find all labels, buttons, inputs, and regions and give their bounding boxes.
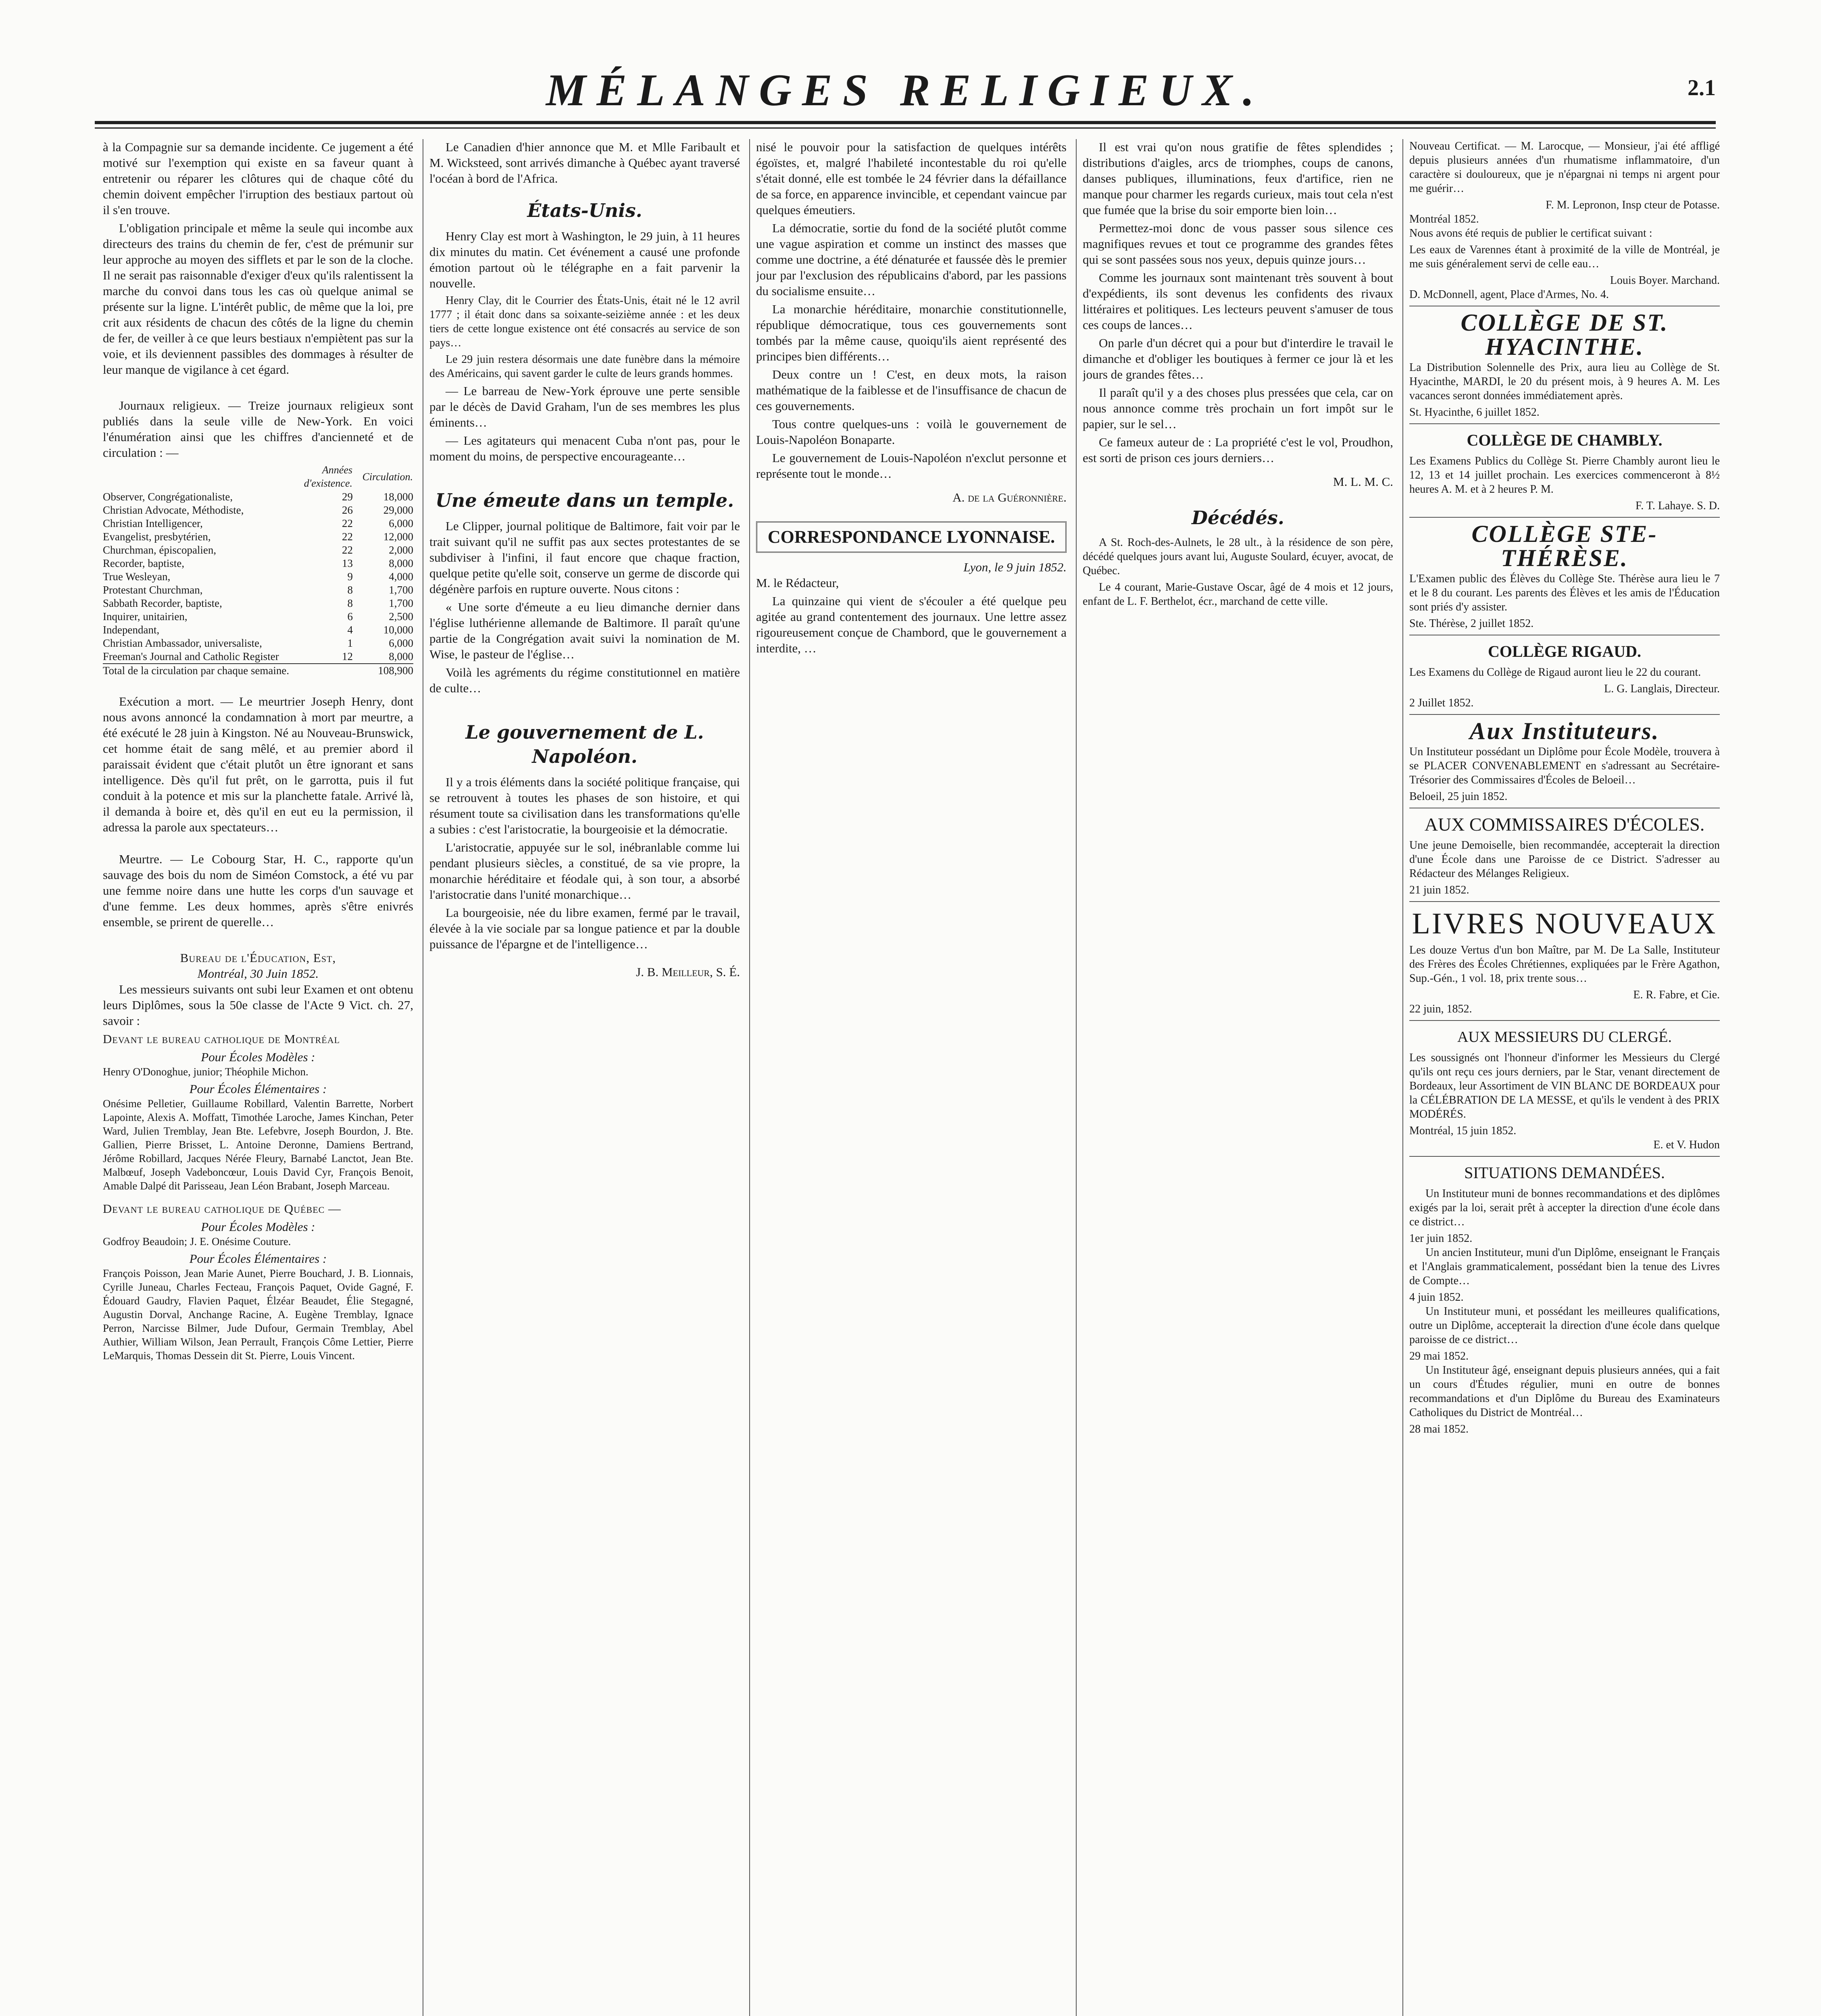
letter-salutation: M. le Rédacteur, xyxy=(756,576,839,590)
masthead-rule xyxy=(95,121,1716,124)
ad-signature: Louis Boyer. Marchand. xyxy=(1610,274,1720,287)
correspondance-heading-box xyxy=(756,521,1067,553)
table-row: Evangelist, presbytérien, 22 12,000 xyxy=(103,531,413,543)
obituary: A St. Roch-des-Aulnets, le 28 ult., à la résidence de son père, décédé quelques jours avant lui, Auguste Soulard, écuyer, avocat, de Québec. xyxy=(1083,536,1393,577)
bureau-text: Les messieurs suivants ont subi leur Examen et ont obtenu leurs Diplômes, sous la 50e classe de l'Acte 9 Vict. ch. 27, savoir : xyxy=(103,982,413,1028)
devant-quebec: Devant le bureau catholique de Québec — xyxy=(103,1202,342,1216)
table-row: Protestant Churchman, 8 1,700 xyxy=(103,584,413,596)
instituteurs-ad: Aux Instituteurs. Un Instituteur possédant un Diplôme pour École Modèle, trouvera à se PLACER CONVENABLEMENT en s'adressant au Secrétaire-Trésorier des Commissaires d'Écoles de Beloeil… Beloeil, 25 juin 1852. xyxy=(1409,719,1720,808)
chambly-ad: COLLÈGE DE CHAMBLY. Les Examens Publics du Collège St. Pierre Chambly auront lieu le 12, 13 et 14 juillet prochain. Les exercices commenceront à 8½ heures A. M. et à 2 heures P. M. F. T. Lahaye. S. D. xyxy=(1409,428,1720,518)
ad-heading: LIVRES NOUVEAUX xyxy=(1412,907,1717,940)
elementaires-heading: Pour Écoles Élémentaires : xyxy=(189,1252,327,1266)
ad-date: Ste. Thérèse, 2 juillet 1852. xyxy=(1409,617,1534,630)
table-row: Christian Intelligencer, 22 6,000 xyxy=(103,517,413,529)
column-divider xyxy=(1076,139,1077,2016)
table-row: Sabbath Recorder, baptiste, 8 1,700 xyxy=(103,597,413,609)
table-row: Independant, 4 10,000 xyxy=(103,624,413,636)
article-paragraph: Permettez-moi donc de vous passer sous silence ces magnifiques revues et tout ce programme des grandes fêtes qui se sont passées sous nos yeux, depuis quinze jours… xyxy=(1083,221,1393,267)
modeles-names: Godfroy Beaudoin; J. E. Onésime Couture. xyxy=(103,1235,291,1248)
article-paragraph: Le Clipper, journal politique de Baltimore, fait voir par le trait suivant qu'il ne suffit pas aux sectes protestantes de se subdiviser à l'infini, il faut encore que chaque fraction, quelque petite qu'elle soit, conserve un germe de discorde qui dégénère parfois en rupture ouverte. Nous citons : xyxy=(429,519,740,596)
elementaires-names: François Poisson, Jean Marie Aunet, Pierre Bouchard, J. B. Lionnais, Cyrille Juneau, Charles Fecteau, François Paquet, Ovide Gagné, F. Édouard Gaudry, Flavien Paquet, Élzéar Beaudet, Élie Stegagné, Augustin Dorval, Anchange Racine, A. Eugène Tremblay, Ignace Perron, Narcisse Bilmer, Jude Dufour, Germain Tremblay, Abel Authier, William Wilson, Jean Perrault, François Côme Lettier, Pierre LeMarquis, Thomas Dessein dit St. Pierre, Louis Vincent. xyxy=(103,1267,413,1362)
signature: M. L. M. C. xyxy=(1333,475,1393,489)
ad-date: Beloeil, 25 juin 1852. xyxy=(1409,790,1508,803)
table-row: Freeman's Journal and Catholic Register 12 8,000 xyxy=(103,650,413,662)
article-paragraph: Voilà les agréments du régime constitutionnel en matière de culte… xyxy=(429,665,740,695)
clerge-ad: AUX MESSIEURS DU CLERGÉ. Les soussignés ont l'honneur d'informer les Messieurs du Clergé qu'ils ont reçu ces jours derniers, par le Star, venant directement de Bordeaux, leur Assortiment de VIN BLANC DE BORDEAUX pour la CÉLÉBRATION DE LA MESSE, et qu'ils le vendent à des PRIX MODÉRÉS. Montréal, 15 juin 1852. E. et V. Hudon xyxy=(1409,1025,1720,1157)
article-continued: à la Compagnie sur sa demande incidente. Ce jugement a été motivé sur l'exemption qui existe en sa faveur quant à entretenir ou réparer les clôtures qui de chaque côté du chemin doivent empêcher l'irruption des bestiaux partout où il s'en trouve. xyxy=(103,140,413,217)
ad-heading: AUX MESSIEURS DU CLERGÉ. xyxy=(1457,1029,1672,1045)
article-paragraph: Tous contre quelques-uns : voilà le gouvernement de Louis-Napoléon Bonaparte. xyxy=(756,417,1067,447)
ad-signature: L. G. Langlais, Directeur. xyxy=(1604,683,1720,695)
article-paragraph: Il paraît qu'il y a des choses plus pressées que cela, car on nous annonce comme très prochain un fort impôt sur le papier, sur le sel… xyxy=(1083,385,1393,431)
ad-date: 22 juin, 1852. xyxy=(1409,1003,1472,1015)
ad-date: 1er juin 1852. xyxy=(1409,1232,1473,1245)
article-paragraph: L'aristocratie, appuyée sur le sol, inébranlable comme lui pendant plusieurs siècles, a constitué, de sa vie propre, la monarchie héréditaire et féodale qui, à son tour, a absorbé l'aristocratie dans l'unité monarchique… xyxy=(429,840,740,902)
circulation-header: Circulation. xyxy=(362,471,413,483)
modeles-names: Henry O'Donoghue, junior; Théophile Michon. xyxy=(103,1066,308,1078)
section-heading: Le gouvernement de L. Napoléon. xyxy=(465,721,704,767)
article-paragraph: L'obligation principale et même la seule qui incombe aux directeurs des trains du chemin de fer, c'est de prémunir sur leur approche au moyen des sifflets et par le son de la cloche. Il ne serait pas raisonnable d'exiger d'eux qu'ils ralentissent la marche du convoi dans tous les cas où quelque animal se présente sur la ligne. L'intérêt public, de même que la loi, pre crit aux résidents de chacun des côtés de la ligne du chemin de fer, de veiller à ce que leurs bestiaux n'empiètent pas sur la voie, et ils deviennent passibles des dommages à résulter de leur manque de vigilance à cet égard. xyxy=(103,221,413,377)
table-row: Observer, Congrégationaliste, 29 18,000 xyxy=(103,491,413,503)
article-continued: nisé le pouvoir pour la satisfaction de quelques intérêts égoïstes, et, malgré l'habileté incontestable du roi qu'elle s'était donné, elle est tombée le 24 février dans la défaillance de sa force, en apparence invincible, et cependant vaincue par quelques émeutiers. xyxy=(756,140,1067,217)
elementaires-names: Onésime Pelletier, Guillaume Robillard, Valentin Barrette, Norbert Lapointe, Alexis A. Moffatt, Timothée Laroche, James Kinchan, Peter Ward, Julien Tremblay, Jean Bte. Lefebvre, Joseph Bourdon, J. Bte. Gallien, Pierre Brisset, L. Antoine Deronne, Damiens Bertrand, Jérôme Robillard, Jacques Nérée Fleury, Barnabé Lanctot, Jean Bte. Malbœuf, Joseph Vadeboncœur, Louis David Cyr, François Benoit, Amable Dalpé dit Parisseau, Jean Léon Brabant, Joseph Marceau. xyxy=(103,1098,413,1192)
ad-heading: COLLÈGE STE-THÉRÈSE. xyxy=(1471,521,1658,571)
table-row: True Wesleyan, 9 4,000 xyxy=(103,571,413,583)
ad-date: 4 juin 1852. xyxy=(1409,1291,1464,1304)
article-paragraph: — Le barreau de New-York éprouve une perte sensible par le décès de David Graham, l'un de ses membres les plus éminents… xyxy=(429,384,740,429)
ad-signature: E. et V. Hudon xyxy=(1653,1139,1720,1151)
article-paragraph: La quinzaine qui vient de s'écouler a été quelque peu agitée au grand contentement des journaux. Une lettre assez rigoureusement conçue de Chambord, que le gouvernement a interdite, … xyxy=(756,594,1067,655)
obituary: Le 4 courant, Marie-Gustave Oscar, âgé de 4 mois et 12 jours, enfant de L. F. Berthelot, écr., marchand de cette ville. xyxy=(1083,581,1393,608)
article-paragraph: Comme les journaux sont maintenant très souvent à bout d'expédients, ils sont devenus les confidents des rivaux littéraires et politiques. Les lecteurs peuvent s'amuser de tous ces coups de lances… xyxy=(1083,271,1393,332)
elementaires-heading: Pour Écoles Élémentaires : xyxy=(189,1082,327,1096)
column-divider xyxy=(749,139,750,2016)
livres-ad: LIVRES NOUVEAUX Les douze Vertus d'un bon Maître, par M. De La Salle, Instituteur des Frères des Écoles Chrétiennes, expliquées par le Frère Agathon, Sup.-Gén., 1 vol. 18, prix trente sous… E. R. Fabre, et Cie. 22 juin, 1852. xyxy=(1409,906,1720,1021)
article-paragraph: La monarchie héréditaire, monarchie constitutionnelle, république démocratique, tous ces gouvernements sont tombés par la même cause, quoiqu'ils aient représenté des principes bien différents… xyxy=(756,302,1067,363)
signature: A. de la Guéronnière. xyxy=(952,490,1067,504)
ad-date: 21 juin 1852. xyxy=(1409,884,1469,896)
signature: J. B. Meilleur, S. É. xyxy=(636,965,740,979)
article-paragraph: La démocratie, sortie du fond de la société plutôt comme une vague aspiration et comme un instinct des masses que comme une doctrine, a été dénaturée et faussée dès le premier jour par l'exclusion des républicains d'abord, par les passions du socialisme ensuite… xyxy=(756,221,1067,298)
column-4 xyxy=(1083,139,1393,2016)
journaux-religieux-intro: Journaux religieux. — Treize journaux religieux sont publiés dans la seule ville de New-York. En voici l'énumération ainsi que les chiffres d'ancienneté et de circulation : — xyxy=(103,398,413,460)
ad-signature: E. R. Fabre, et Cie. xyxy=(1633,989,1720,1001)
table-row: Recorder, baptiste, 13 8,000 xyxy=(103,557,413,569)
certificat-ad: Nouveau Certificat. — M. Larocque, — Monsieur, j'ai été affligé depuis plusieurs années d'un rhumatisme inflammatoire, d'un caractère si douloureux, que je n'épargnai ni temps ni argent pour me guérir… F. M. Lepronon, Insp cteur de Potasse. Montréal 1852. Nous avons été requis de publier le certificat suivant : Les eaux de Varennes étant à proximité de la ville de Montréal, je me suis généralement servi de celle eau… Louis Boyer. Marchand. D. McDonnell, agent, Place d'Armes, No. 4. xyxy=(1409,139,1720,306)
page-number: 2.1 xyxy=(1688,75,1716,100)
ad-heading: COLLÈGE RIGAUD. xyxy=(1488,642,1642,660)
ad-address: D. McDonnell, agent, Place d'Armes, No. 4. xyxy=(1409,288,1609,301)
article-paragraph: Ce fameux auteur de : La propriété c'est le vol, Proudhon, est sorti de prison ces jours derniers… xyxy=(1083,435,1393,465)
article-paragraph: Henry Clay est mort à Washington, le 29 juin, à 11 heures dix minutes du matin. Cet événement a causé une profonde émotion partout où le télégraphe en a fait parvenir la nouvelle. xyxy=(429,229,740,290)
ad-signature: F. T. Lahaye. S. D. xyxy=(1635,500,1720,512)
article-paragraph: — Les agitateurs qui menacent Cuba n'ont pas, pour le moment du moins, de perspective encourageante… xyxy=(429,433,740,463)
ad-signature: F. M. Lepronon, Insp cteur de Potasse. xyxy=(1546,199,1720,211)
article-paragraph: La bourgeoisie, née du libre examen, fermé par le travail, élevée à la vie sociale par sa longue patience et par la double puissance de l'épargne et de l'intelligence… xyxy=(429,906,740,951)
table-row: Inquirer, unitairien, 6 2,500 xyxy=(103,610,413,623)
table-row: Churchman, épiscopalien, 22 2,000 xyxy=(103,544,413,556)
ad-date: Montréal 1852. xyxy=(1409,213,1479,225)
article-paragraph: Le Canadien d'hier annonce que M. et Mlle Faribault et M. Wicksteed, sont arrivés dimanche à Québec ayant traversé l'océan à bord de l'Africa. xyxy=(429,140,740,185)
letter-date: Lyon, le 9 juin 1852. xyxy=(963,560,1067,574)
years-header: Années d'existence. xyxy=(304,464,353,489)
ad-heading: COLLÈGE DE CHAMBLY. xyxy=(1467,431,1663,449)
article-paragraph: Le 29 juin restera désormais une date funèbre dans la mémoire des Américains, qui savent garder le culte de leurs grands hommes. xyxy=(429,353,740,380)
journals-table xyxy=(103,463,413,677)
ad-date: St. Hyacinthe, 6 juillet 1852. xyxy=(1409,406,1540,419)
bureau-title: Bureau de l'Éducation, Est, xyxy=(180,951,336,965)
table-row: Christian Advocate, Méthodiste, 26 29,000 xyxy=(103,504,413,516)
ad-heading: COLLÈGE DE ST. HYACINTHE. xyxy=(1461,309,1669,360)
section-heading: CORRESPONDANCE LYONNAISE. xyxy=(767,527,1055,547)
column-3 xyxy=(756,139,1067,2016)
column-divider xyxy=(1402,139,1403,2016)
modeles-heading: Pour Écoles Modèles : xyxy=(201,1220,315,1234)
execution-article: Exécution a mort. — Le meurtrier Joseph Henry, dont nous avons annoncé la condamnation à mort par meurtre, a été exécuté le 28 juin à Kingston. Né au Nouveau-Brunswick, cet homme était de sang mêlé, et au premier abord il paraissait évident que c'était plutôt un être ignorant et sans intelligence. Dès qu'il fut prêt, on le garrotta, puis il fut conduit à la potence et mis sur la planchette fatale. Arrivé là, il demanda à boire et, dès qu'il en eut eu la permission, il adressa la parole aux spectateurs… xyxy=(103,694,413,834)
column-5 xyxy=(1409,139,1720,2016)
masthead xyxy=(95,65,1716,125)
article-paragraph: Henry Clay, dit le Courrier des États-Unis, était né le 12 avril 1777 ; il était donc dans sa soixante-seizième année : et les deux tiers de cette longue existence ont été consacrés au service de son pays… xyxy=(429,294,740,349)
table-row: Christian Ambassador, universaliste, 1 6,000 xyxy=(103,637,413,649)
therese-ad: COLLÈGE STE-THÉRÈSE. L'Examen public des Élèves du Collège Ste. Thérèse aura lieu le 7 et le 8 du courant. Les parents des Élèves et les amis de l'Éducation sont priés d'y assister. Ste. Thérèse, 2 juillet 1852. xyxy=(1409,522,1720,635)
column-1 xyxy=(103,139,413,2016)
article-paragraph: Il est vrai qu'on nous gratifie de fêtes splendides ; distributions d'aigles, arcs de triomphes, coups de canons, danses publiques, illuminations, feux d'artifice, rien ne manque pour charmer les regards curieux, mais tout cela n'est que fumée que la brise du soir emporte bien loin… xyxy=(1083,140,1393,217)
situations-section: SITUATIONS DEMANDÉES. Un Instituteur muni de bonnes recommandations et des diplômes exigés par la loi, serait prêt à accepter la direction d'une école dans ce district… 1er juin 1852. Un ancien Instituteur, muni d'un Diplôme, enseignant le Français et l'Anglais grammaticalement, possédant bien la tenue des Livres de Compte… 4 juin 1852. Un Instituteur muni, et possédant les meilleures qualifications, outre un Diplôme, accepterait la direction d'une école dans quelque paroisse de ce district… 29 mai 1852. Un Instituteur âgé, enseignant depuis plusieurs années, qui a fait un cours d'Études régulier, muni en outre de bonnes recommandations et d'un Diplôme du Bureau des Examinateurs Catholiques du District de Montréal… 28 mai 1852. xyxy=(1409,1161,1720,1436)
devant-montreal: Devant le bureau catholique de Montréal xyxy=(103,1032,340,1046)
ad-date: 2 Juillet 1852. xyxy=(1409,697,1474,709)
commissaires-ad: AUX COMMISSAIRES D'ÉCOLES. Une jeune Demoiselle, bien recommandée, accepterait la direction d'une École dans une Paroisse de ce District. S'adresser au Rédacteur des Mélanges Religieux. 21 juin 1852. xyxy=(1409,812,1720,902)
hyacinthe-ad: COLLÈGE DE ST. HYACINTHE. La Distribution Solennelle des Prix, aura lieu au Collège de St. Hyacinthe, MARDI, le 20 du présent mois, à 9 heures A. M. Les vacances seront données immédiatement après. St. Hyacinthe, 6 juillet 1852. xyxy=(1409,310,1720,424)
ad-heading: AUX COMMISSAIRES D'ÉCOLES. xyxy=(1424,814,1705,835)
bureau-date: Montréal, 30 Juin 1852. xyxy=(197,966,319,981)
ad-heading: SITUATIONS DEMANDÉES. xyxy=(1464,1164,1665,1182)
article-paragraph: On parle d'un décret qui a pour but d'interdire le travail le dimanche et d'obliger les boutiques à fermer ce jour là et les jours de grandes fêtes… xyxy=(1083,336,1393,381)
ad-heading: Aux Instituteurs. xyxy=(1469,718,1660,744)
newspaper-title: MÉLANGES RELIGIEUX. xyxy=(546,65,1265,115)
section-heading: Une émeute dans un temple. xyxy=(435,489,734,511)
total-row: Total de la circulation par chaque semaine. 108,900 xyxy=(103,664,413,677)
column-2 xyxy=(429,139,740,2016)
ad-date: 28 mai 1852. xyxy=(1409,1423,1469,1435)
article-paragraph: « Une sorte d'émeute a eu lieu dimanche dernier dans l'église luthérienne allemande de Baltimore. Il paraît qu'une partie de la Congrégation avait suivi la nomination de M. Wise, le pasteur de l'église… xyxy=(429,600,740,661)
meurtre-article: Meurtre. — Le Cobourg Star, H. C., rapporte qu'un sauvage des bois du nom de Siméon Comstock, a été vu par une femme noire dans une hutte les corps d'un sauvage et d'une femme. Les deux hommes, après s'être enivrés ensemble, se prirent de querelle… xyxy=(103,852,413,929)
article-paragraph: Le gouvernement de Louis-Napoléon n'exclut personne et représente tout le monde… xyxy=(756,451,1067,481)
modeles-heading: Pour Écoles Modèles : xyxy=(201,1050,315,1064)
ad-date: Montréal, 15 juin 1852. xyxy=(1409,1125,1517,1137)
section-heading: Décédés. xyxy=(1192,507,1284,529)
section-heading: États-Unis. xyxy=(527,200,642,221)
article-paragraph: Il y a trois éléments dans la société politique française, qui se retrouvent à toutes les phases de son histoire, et qui résument toute sa civilisation dans les transformations qu'elle a subies : c'est l'aristocratie, la bourgeoisie et la démocratie. xyxy=(429,775,740,836)
masthead-rule-thin xyxy=(95,127,1716,129)
rigaud-ad: COLLÈGE RIGAUD. Les Examens du Collège de Rigaud auront lieu le 22 du courant. L. G. Langlais, Directeur. 2 Juillet 1852. xyxy=(1409,639,1720,715)
article-paragraph: Deux contre un ! C'est, en deux mots, la raison mathématique de la faiblesse et de l'insuffisance de chacun de ces gouvernements. xyxy=(756,367,1067,413)
ad-date: 29 mai 1852. xyxy=(1409,1350,1469,1362)
